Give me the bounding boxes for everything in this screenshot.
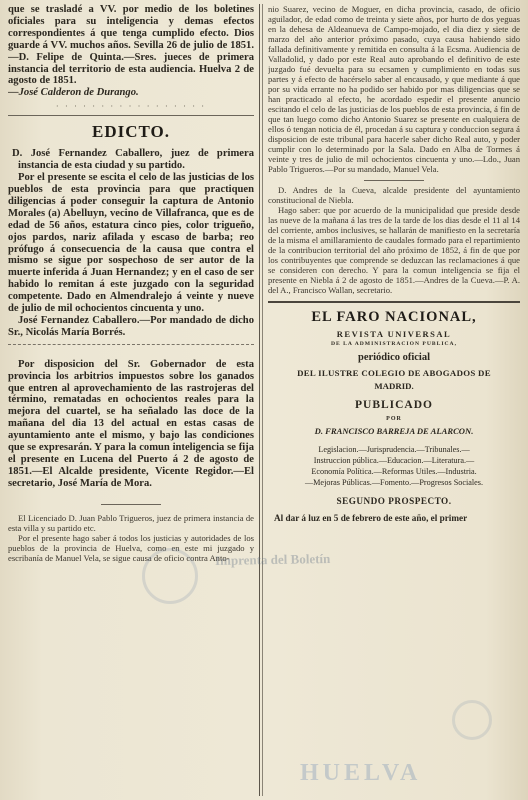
sections-line-1: Legislacion.—Jurisprudencia.—Tribunales.— [318, 445, 470, 454]
sections-line-3: Economía Política.—Reformas Utiles.—Industria. [311, 467, 477, 476]
masthead-sections [268, 444, 520, 488]
masthead-por: POR [386, 416, 402, 422]
suarez-continuation: nio Suarez, vecino de Moguer, en dicha provincia, casado, de oficio aguilador, de edad como de treinta y siete años, por hurto de dos yeguas en la dehesa de Aldeanueva de Campo-mojado, el dia diez y siete de marzo del año anterior próximo pasado, cuya causa habiendo sido fallada definitivamente y remitida en consulta á la Ecsma. Audiencia de Valladolid, y dado por este Real auto aprobando el definitivo de este juzgado fué devuelta para su ecsamen y cumplimiento en todas sus partes y á efecto de hacérselo saber al encausado, y que mediante á que por su vida errante no ha podido ser habido por mas diligencias que se han practicado al efecto, he acordado espedir el presente anuncio escitando el celo de las justicias de los pueblos de esta provincia, á fin de que tan luego como dicho Antonio Suarez se presente en cualquiera de ellos ó tengan noticia de él, procedan á su captura y conduccion segura á disposicion de este tribunal para hacerle saber dicho Real auto, y poder cumplir con lo determinado por la Sala. Dado en Alba de Tormes á veinte y tres de julio de mil ochocientos cincuenta y uno.—Ldo., Juan Pablo Trigueros.—Por su mandado, Manuel Vela. [268, 4, 520, 174]
edicto-body: Por el presente se escita el celo de las justicias de los pueblos de esta provincia para que practiquen diligencias á poder conseguir la captura de Antonio Morales (a) Abelluyn, vecino de Villafranca, que es de edad de 56 años, estatura cinco pies, color trigueño, ojos pardos, nariz afilada y escaso de barba; reo prófugo á consecuencia de la causa que contra el mismo se sigue por sospechoso de ser autor de la muerte inferida á Juan Hernandez; y en el caso de ser habido lo remitan á este juzgado con la seguridad competente. Dado en Almendralejo á veinte y nueve de julio de mil ochocientos cincuenta y uno. [8, 172, 254, 315]
imprenta-stamp: Imprenta del Boletín [214, 550, 331, 569]
masthead-colegio: DEL ILUSTRE COLEGIO DE ABOGADOS DE [297, 368, 491, 378]
edicto-intro: D. José Fernandez Caballero, juez de primera instancia de esta ciudad y su partido. [12, 148, 254, 172]
niebla-heading: D. Andres de la Cueva, alcalde presidente del ayuntamiento constitucional de Niebla. [268, 185, 520, 205]
short-rule [101, 504, 161, 505]
right-column [268, 4, 520, 796]
masthead-madrid: MADRID. [374, 381, 414, 391]
archive-stamp-seal-small [452, 700, 492, 740]
masthead-revista: REVISTA UNIVERSAL [336, 329, 452, 339]
column-divider [259, 4, 260, 796]
prospecto-body: Al dar á luz en 5 de febrero de este año, el primer [274, 513, 468, 523]
archive-stamp-seal [142, 548, 198, 604]
sections-line-2: Instruccion pública.—Educacion.—Literatura.— [313, 456, 475, 465]
top-notice: que se trasladé a VV. por medio de los boletines oficiales para su inteligencia y demas efectos correspondientes á que tenga cumplido efecto. Dios guarde á VV. muchos años. Sevilla 26 de julio de 1851.—D. Felipe de Quinta.—Sres. jueces de primera instancia del territorio de esta audiencia. Huelva 2 de agosto de 1851. [8, 4, 254, 87]
huelva-watermark: HUELVA [300, 760, 422, 786]
masthead-periodico: periódico oficial [357, 352, 431, 363]
edicto-heading: EDICTO. [91, 122, 170, 142]
ornamental-divider: · · · · · · · · · · · · · · · · · [56, 102, 206, 112]
dashed-separator [8, 344, 254, 345]
left-column [8, 4, 254, 796]
sections-line-4: —Mejoras Públicas.—Fomento.—Progresos Sociales. [304, 478, 484, 487]
prospecto-heading: SEGUNDO PROSPECTO. [336, 496, 452, 506]
licenciado-body: Por el presente hago saber á todos los justicias y autoridades de los pueblos de la provincia de Huelva, como en este mi juzgado y escribanía de Manuel Vela, se sigue causa de oficio contra Anto- [8, 532, 254, 563]
masthead-publicado: PUBLICADO [354, 399, 433, 411]
short-rule-right [364, 180, 424, 181]
masthead-admin: DE LA ADMINISTRACION PUBLICA, [331, 341, 457, 347]
masthead-title: EL FARO NACIONAL, [311, 309, 477, 325]
section-rule [8, 115, 254, 116]
column-divider-secondary [262, 4, 263, 796]
niebla-body: Hago saber: que por acuerdo de la municipalidad que preside desde las nueve de la mañana á las tres de la tarde de los dias desde el 11 al 14 del corriente, ambos inclusives, se hallarán de manifiesto en la secretaría de la misma el amillaramiento de caudales formado para el repartimiento de la contribucion territorial del año próximo de 1852, á fin de que por los contribuyentes que comprende se deduzcan las reclamaciones á que se consideren con derecho. Y para la comun inteligencia se fija el presente en Niebla á 2 de agosto de 1851.—Andres de la Cueva.—P. A. del A., Francisco Wallan, secretario. [268, 205, 520, 295]
masthead-rule [268, 301, 520, 303]
top-notice-signature: —José Calderon de Durango. [8, 87, 139, 99]
masthead-editor: D. FRANCISCO BARREJA DE ALARCON. [314, 426, 474, 436]
edicto-signature: José Fernandez Caballero.—Por mandado de dicho Sr., Nicolás María Borrés. [8, 314, 254, 338]
gobernador-notice: Por disposicion del Sr. Gobernador de esta provincia los arbitrios impuestos sobre los ganados que entren al aprovechamiento de las rastrojeras del término, rematadas en ochocientos reales para la mejora del cuartel, se ha señalado las doce de la mañana del dia 13 del actual en estas casas de ayuntamiento ante el mismo, y bajo las condiciones que se expresarán. Y para la comun inteligencia se fija el presente en Lucena del Puerto á 2 de agosto de 1851.—El Alcalde presidente, Vicente Regidor.—El secretario, José María de Mora. [8, 358, 254, 489]
licenciado-heading: El Licenciado D. Juan Pablo Trigueros, juez de primera instancia de esta villa y su partido etc. [8, 512, 254, 533]
